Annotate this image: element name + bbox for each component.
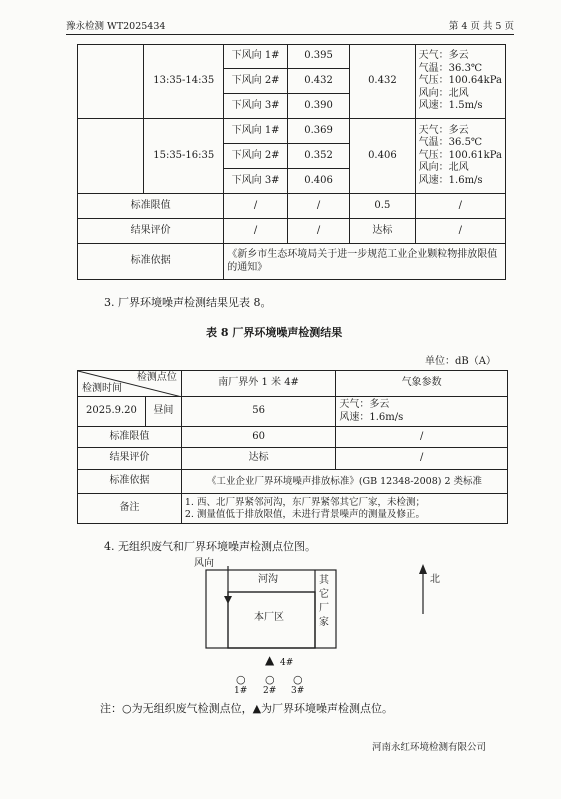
gas-point-label: 1# (234, 686, 248, 696)
gas-result-table (77, 44, 506, 280)
eval-cell: / (415, 219, 505, 244)
river-label: 河沟 (258, 574, 278, 585)
noise-result-table (77, 370, 508, 524)
blank-cell (78, 45, 144, 119)
max-value-cell: 0.406 (350, 119, 416, 194)
point-cell: 下风向 3# (224, 94, 288, 119)
page-header (66, 18, 514, 35)
weather-line: 天气：多云 (339, 399, 390, 410)
gas-point-label: 2# (263, 686, 277, 696)
section-4-heading: 4. 无组织废气和厂界环境噪声检测点位图。 (104, 540, 316, 553)
other-plant-char: 家 (319, 617, 329, 628)
eval-cell: / (336, 448, 508, 470)
point-cell: 下风向 2# (224, 69, 288, 94)
noise-point-marker: ▲ (265, 653, 275, 667)
weather-cell (336, 397, 508, 427)
time-cell: 15:35-16:35 (144, 119, 224, 194)
wind-label: 风向 (194, 558, 214, 569)
row-label: 结果评价 (78, 219, 224, 244)
other-plant-label (319, 574, 331, 630)
eval-cell: / (288, 219, 350, 244)
value-cell: 0.369 (288, 119, 350, 144)
limit-cell: / (288, 194, 350, 219)
other-plant-char: 其 (319, 575, 329, 586)
page-number: 第 4 页 共 5 页 (448, 21, 514, 32)
monitoring-point-diagram (186, 556, 466, 701)
limit-cell: 60 (181, 427, 335, 448)
gas-point-marker: ○ (265, 673, 275, 686)
gas-point-marker: ○ (236, 673, 246, 686)
point-cell: 下风向 2# (224, 144, 288, 169)
section-3-heading: 3. 厂界环境噪声检测结果见表 8。 (104, 296, 272, 309)
limit-cell: 0.5 (350, 194, 416, 219)
value-cell: 0.390 (288, 94, 350, 119)
header-point: 检测点位 (136, 372, 177, 383)
eval-cell: 达标 (350, 219, 416, 244)
point-cell: 下风向 1# (224, 45, 288, 69)
note-cell (181, 494, 507, 524)
row-label: 标准限值 (78, 194, 224, 219)
limit-cell: / (224, 194, 288, 219)
row-label: 备注 (78, 494, 182, 524)
weather-line: 风向：北风 (418, 87, 469, 99)
time-cell: 13:35-14:35 (144, 45, 224, 119)
company-name: 河南永红环境检测有限公司 (372, 742, 487, 753)
weather-line: 气压：100.64kPa (418, 75, 502, 87)
max-value-cell: 0.432 (350, 45, 416, 119)
value-cell: 0.352 (288, 144, 350, 169)
header-time: 检测时间 (82, 382, 122, 394)
col-weather: 气象参数 (336, 371, 508, 397)
report-number: 豫永检测 WT2025434 (66, 21, 166, 32)
row-label: 结果评价 (78, 448, 182, 470)
table-8-title: 表 8 厂界环境噪声检测结果 (206, 326, 343, 339)
unit-label: 单位：dB（A） (425, 356, 496, 367)
gas-point-label: 3# (291, 686, 305, 696)
row-label: 标准依据 (78, 244, 224, 280)
legend-note: 注：○为无组织废气检测点位，▲为厂界环境噪声检测点位。 (100, 702, 394, 715)
weather-line: 气温：36.3℃ (418, 62, 483, 74)
row-label: 标准限值 (78, 427, 182, 448)
weather-cell (415, 119, 505, 194)
gas-point-marker: ○ (293, 673, 303, 686)
weather-line: 风速：1.5m/s (418, 100, 483, 112)
north-label: 北 (430, 574, 440, 585)
value-cell: 0.432 (288, 69, 350, 94)
weather-line: 天气：多云 (418, 124, 469, 136)
plant-label: 本厂区 (254, 612, 284, 623)
eval-cell: / (224, 219, 288, 244)
weather-line: 风速：1.6m/s (418, 174, 483, 186)
limit-cell: / (336, 427, 508, 448)
date-cell: 2025.9.20 (78, 397, 146, 427)
weather-line: 气温：36.5℃ (418, 137, 483, 149)
note-line: 1. 西、北厂界紧邻河沟，东厂界紧邻其它厂家，未检测； (184, 496, 425, 508)
point-cell: 下风向 3# (224, 169, 288, 194)
diagonal-header-cell (78, 371, 182, 397)
weather-line: 风向：北风 (418, 162, 469, 174)
value-cell: 0.395 (288, 45, 350, 69)
limit-cell: / (415, 194, 505, 219)
eval-cell: 达标 (181, 448, 335, 470)
note-line: 2. 测量值低于排放限值，未进行背景噪声的测量及修正。 (184, 508, 425, 520)
other-plant-char: 它 (319, 589, 329, 600)
col-point: 南厂界外 1 米 4# (181, 371, 335, 397)
weather-line: 气压：100.61kPa (418, 149, 502, 161)
point-cell: 下风向 1# (224, 119, 288, 144)
weather-cell (415, 45, 505, 119)
basis-cell: 《工业企业厂界环境噪声排放标准》(GB 12348-2008) 2 类标准 (181, 470, 507, 494)
weather-line: 风速：1.6m/s (339, 411, 404, 423)
blank-cell (78, 119, 144, 194)
row-label: 标准依据 (78, 470, 182, 494)
value-cell: 0.406 (288, 169, 350, 194)
period-cell: 昼间 (145, 397, 181, 427)
noise-point-label: 4# (280, 658, 294, 668)
other-plant-char: 厂 (319, 603, 329, 614)
weather-line: 天气：多云 (418, 50, 469, 62)
noise-value-cell: 56 (181, 397, 335, 427)
basis-cell: 《新乡市生态环境局关于进一步规范工业企业颗粒物排放限值的通知》 (224, 244, 506, 280)
